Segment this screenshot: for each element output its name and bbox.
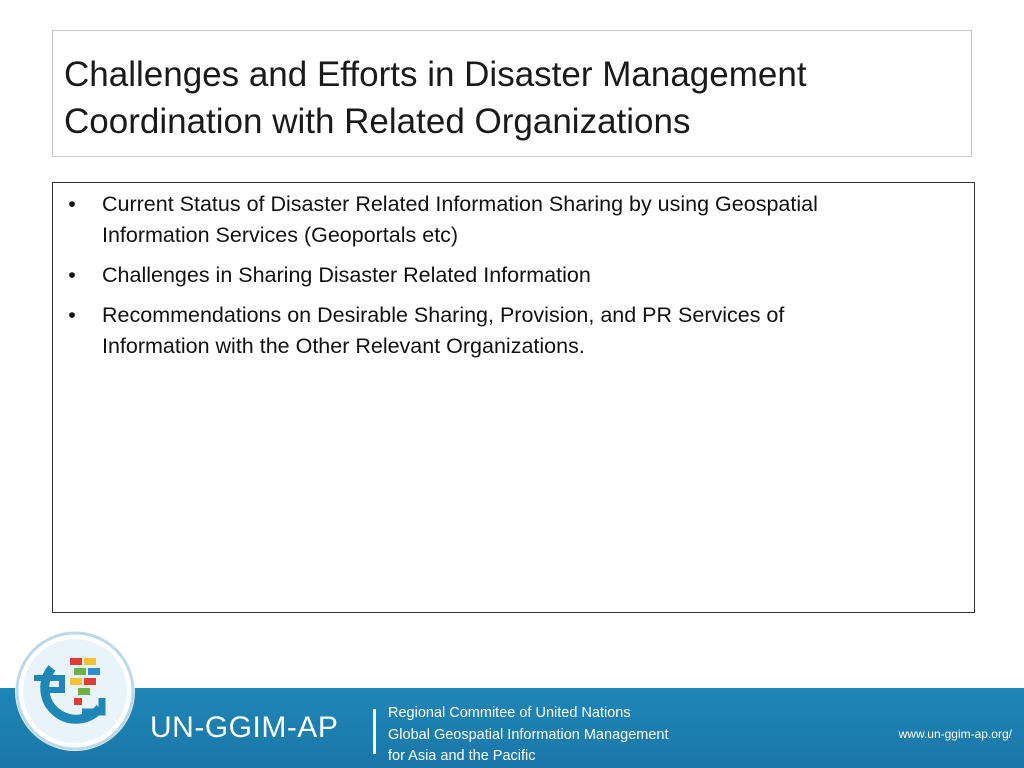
org-desc-line-2: Global Geospatial Information Management bbox=[388, 726, 669, 743]
bullet-text: Recommendations on Desirable Sharing, Provision, and PR Services of bbox=[102, 303, 785, 327]
slide-title bbox=[64, 51, 961, 145]
org-desc-line-1: Regional Commitee of United Nations bbox=[388, 705, 631, 721]
bullet-text: Challenges in Sharing Disaster Related Information bbox=[102, 263, 591, 287]
org-name: UN-GGIM-AP bbox=[150, 711, 339, 744]
title-line-1: Challenges and Efforts in Disaster Management bbox=[64, 55, 807, 94]
un-ggim-ap-logo-icon bbox=[12, 628, 138, 754]
content-box bbox=[52, 182, 975, 613]
org-desc-line-3: for Asia and the Pacific bbox=[388, 748, 536, 764]
bullet-text-cont: Information Services (Geoportals etc) bbox=[102, 223, 459, 247]
bullet-item-challenges bbox=[53, 260, 964, 291]
bullet-marker: • bbox=[68, 263, 76, 287]
website-link[interactable]: www.un-ggim-ap.org/ bbox=[898, 727, 1012, 741]
bullet-marker: • bbox=[68, 192, 76, 216]
bullet-list bbox=[53, 189, 964, 362]
org-description bbox=[388, 703, 669, 768]
bullet-item-recommendations bbox=[53, 300, 964, 362]
bullet-item-status bbox=[53, 189, 964, 251]
title-line-2: Coordination with Related Organizations bbox=[64, 102, 691, 141]
bullet-marker: • bbox=[68, 303, 76, 327]
bullet-text: Current Status of Disaster Related Information Sharing by using Geospatial bbox=[102, 192, 818, 216]
bullet-text-cont: Information with the Other Relevant Organizations. bbox=[102, 334, 585, 358]
title-box bbox=[52, 30, 972, 157]
footer-divider bbox=[373, 709, 376, 754]
